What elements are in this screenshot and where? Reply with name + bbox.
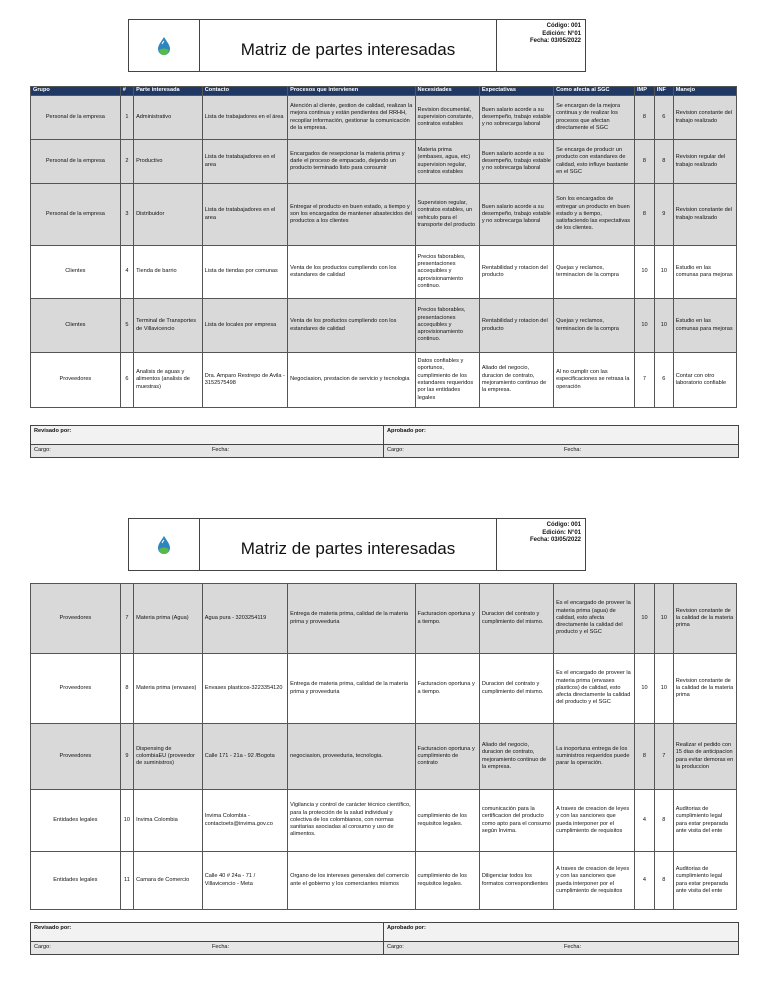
signature-block-page1 (30, 425, 739, 458)
cell-grupo: Entidades legales (31, 790, 121, 852)
cell-procesos: Entrega de materia prima, calidad de la materia prima y proveeduria (288, 654, 415, 724)
cell-expectativas: comunicación para la certificacion del producto como apto para el consumo según Invima. (479, 790, 553, 852)
cell-procesos: Entregar el producto en buen estado, a tiempo y son los encargados de mantener abastecidos del productos a los clientes (288, 184, 415, 246)
cell-inf: 10 (654, 246, 673, 299)
cell-expectativas: Buen salario acorde a su desempeño, trabajo estable y no sobrecarga laboral (479, 140, 553, 184)
cell-parte: Tienda de barrio (134, 246, 203, 299)
cell-procesos: Venta de los productos cumpliendo con los estandares de calidad (288, 246, 415, 299)
cell-necesidades: Datos confiables y oportunos, cumplimiento de los estandares requeridos por las entidades legales (415, 353, 479, 408)
table-row (31, 790, 737, 852)
cell-num: 7 (120, 584, 133, 654)
table-row (31, 184, 737, 246)
table-row (31, 654, 737, 724)
cell-contacto: Calle 171 - 21a - 92 /Bogota (202, 724, 287, 790)
cell-inf: 10 (654, 584, 673, 654)
doc-code: Código: 001 (546, 522, 581, 528)
cell-contacto: Lista de trabajadores en el área (202, 96, 287, 140)
cell-expectativas: Duracion del contrato y cumplimiento del mismo. (479, 584, 553, 654)
reviewed-by-label: Revisado por: (31, 923, 384, 941)
cell-contacto: Lista de locales por empresa (202, 299, 287, 353)
cell-parte: Analisis de aguas y alimentos (analisis de muestras) (134, 353, 203, 408)
table-row (31, 140, 737, 184)
cell-inf: 6 (654, 96, 673, 140)
cell-imp: 4 (634, 852, 654, 910)
company-logo (129, 519, 200, 570)
cell-imp: 8 (634, 184, 654, 246)
cell-parte: Materia prima (envases) (134, 654, 203, 724)
cell-afecta: Se encargan de la mejora continua y de realizar los procesos que afectan directamente el SGC (554, 96, 635, 140)
table-header-row (31, 87, 737, 96)
column-header: # (120, 87, 133, 96)
table-row (31, 724, 737, 790)
cell-manejo: Estudio en las comunas para mejoras (673, 246, 736, 299)
table-row (31, 246, 737, 299)
cell-procesos: Negociasion, prestacion de servicio y tecnologia (288, 353, 415, 408)
column-header: INF (654, 87, 673, 96)
cell-necesidades: Precios faborables, presentaciones accequibles y aprovisionamiento continuo. (415, 299, 479, 353)
cell-inf: 8 (654, 790, 673, 852)
cell-contacto: Invima Colombia - contactoets@invima.gov.co (202, 790, 287, 852)
cargo-label: Cargo: (387, 944, 404, 950)
doc-meta (497, 20, 585, 71)
cell-necesidades: cumplimiento de los requisitos legales. (415, 852, 479, 910)
cell-contacto: Calle 40 # 24a - 71 / Villavicencio - Meta (202, 852, 287, 910)
cell-necesidades: Precios faborables, presentaciones accequibles y aprovisionamiento continuo. (415, 246, 479, 299)
cargo-label: Cargo: (387, 447, 404, 453)
cell-imp: 10 (634, 584, 654, 654)
cell-parte: Terminal de Transportes de Villavicencio (134, 299, 203, 353)
cell-expectativas: Aliado del negocio, duracion de contrato, mejoramiento continuo de la empresa. (479, 724, 553, 790)
fecha-label: Fecha: (209, 942, 384, 954)
cell-num: 8 (120, 654, 133, 724)
cell-afecta: A traves de creacion de leyes y con las sanciones que pueda interponer por el cumplimiento de requisitos (554, 852, 635, 910)
cell-necesidades: Facturacion oportuna y a tiempo. (415, 584, 479, 654)
column-header: Necesidades (415, 87, 479, 96)
cell-expectativas: Diligenciar todos los formatos correspondientes (479, 852, 553, 910)
column-header: Manejo (673, 87, 736, 96)
cell-imp: 10 (634, 299, 654, 353)
cell-parte: Materia prima (Agua) (134, 584, 203, 654)
cargo-label: Cargo: (34, 944, 51, 950)
cell-imp: 10 (634, 654, 654, 724)
cell-parte: Administrativo (134, 96, 203, 140)
page-title: Matriz de partes interesadas (200, 20, 497, 71)
approved-by-label: Aprobado por: (387, 925, 426, 931)
cell-imp: 7 (634, 353, 654, 408)
cell-inf: 10 (654, 654, 673, 724)
cell-grupo: Proveedores (31, 724, 121, 790)
table-row (31, 96, 737, 140)
cell-inf: 8 (654, 852, 673, 910)
cell-procesos: Entrega de materia prima, calidad de la materia prima y proveeduria (288, 584, 415, 654)
cell-manejo: Revision regular del trabajo realizado (673, 140, 736, 184)
fecha-label: Fecha: (209, 445, 384, 457)
cell-procesos: Vigilancia y control de carácter técnico científico, para la protección de la salud individual y colectiva de los colombianos, con normas sanitarias asociadas al consumo y uso de alimentos. (288, 790, 415, 852)
cell-afecta: Se encarga de producir un producto con estandares de calidad, esto influye bastante en el SGC (554, 140, 635, 184)
doc-date: Fecha: 03/05/2022 (529, 537, 581, 543)
cell-imp: 8 (634, 724, 654, 790)
column-header: Grupo (31, 87, 121, 96)
cell-imp: 4 (634, 790, 654, 852)
water-drop-icon (153, 35, 175, 57)
column-header: Expectativas (479, 87, 553, 96)
cell-imp: 8 (634, 96, 654, 140)
company-logo (129, 20, 200, 71)
cell-expectativas: Aliado del negocio, duracion de contrato, mejoramiento continuo de la empresa. (479, 353, 553, 408)
cell-imp: 10 (634, 246, 654, 299)
doc-meta (497, 519, 585, 570)
stakeholder-table-page2 (30, 583, 737, 910)
cell-parte: Invima Colombia (134, 790, 203, 852)
cell-manejo: Auditorias de cumplimiento legal para estar preparada ante visita del ente (673, 852, 736, 910)
doc-date: Fecha: 03/05/2022 (529, 38, 581, 44)
cell-afecta: Quejas y reclamos, terminacion de la compra (554, 299, 635, 353)
cell-necesidades: Revision documental, supervision constante, contratos estables (415, 96, 479, 140)
cell-inf: 6 (654, 353, 673, 408)
cell-afecta: Quejas y reclamos, terminacion de la compra (554, 246, 635, 299)
cell-grupo: Personal de la empresa (31, 96, 121, 140)
cell-contacto: Lista de tratabajadores en el area (202, 184, 287, 246)
cell-grupo: Clientes (31, 299, 121, 353)
table-row (31, 353, 737, 408)
cell-inf: 7 (654, 724, 673, 790)
cell-expectativas: Rentabilidad y rotacion del producto (479, 246, 553, 299)
cell-grupo: Personal de la empresa (31, 140, 121, 184)
cell-grupo: Proveedores (31, 584, 121, 654)
cell-grupo: Proveedores (31, 353, 121, 408)
cell-parte: Camara de Comercio (134, 852, 203, 910)
cell-necesidades: Facturacion oportuna y a tiempo. (415, 654, 479, 724)
stakeholder-table-page1 (30, 86, 737, 408)
water-drop-icon (153, 534, 175, 556)
cell-procesos: Atención al cliente, gestion de calidad, realizan la mejora continua y están pendientes del RRHH, recopilar información, gestionar la comunicación de la empresa. (288, 96, 415, 140)
cell-afecta: A traves de creacion de leyes y con las sanciones que pueda interponer por el cumplimiento de requisitos (554, 790, 635, 852)
cell-manejo: Revision constante del trabajo realizado (673, 96, 736, 140)
cell-grupo: Proveedores (31, 654, 121, 724)
cell-inf: 10 (654, 299, 673, 353)
cell-manejo: Revision constante del trabajo realizado (673, 184, 736, 246)
cell-contacto: Envases plasticos-3223354120 (202, 654, 287, 724)
cell-procesos: negociasion, proveeduria, tecnologia. (288, 724, 415, 790)
column-header: Contacto (202, 87, 287, 96)
cell-necesidades: cumplimiento de los requisitos legales. (415, 790, 479, 852)
cell-grupo: Clientes (31, 246, 121, 299)
cell-expectativas: Buen salario acorde a su desempeño, trabajo estable y no sobrecarga laboral (479, 96, 553, 140)
cell-inf: 8 (654, 140, 673, 184)
cell-manejo: Contar con otro laboratorio confiable (673, 353, 736, 408)
cell-necesidades: Supervision regular, contratos estables, un vehiculo para el transporte del producto (415, 184, 479, 246)
page1-header (128, 19, 586, 72)
cell-afecta: Es el encargado de proveer la materia prima (envases plasticos) de calidad, esto afecta directamente la calidad del producto y el SGC (554, 654, 635, 724)
cell-num: 6 (120, 353, 133, 408)
cell-afecta: Es el encargado de proveer la materia prima (agua) de calidad, esto afecta directamente la calidad del producto y el SGC (554, 584, 635, 654)
cell-imp: 8 (634, 140, 654, 184)
page-title: Matriz de partes interesadas (200, 519, 497, 570)
cell-num: 1 (120, 96, 133, 140)
cell-contacto: Dra. Amparo Restrepo de Avila - 3152575498 (202, 353, 287, 408)
column-header: IMP (634, 87, 654, 96)
cell-manejo: Realizar el pedido con 15 dias de anticipacion para evitar demoras en la produccion (673, 724, 736, 790)
cell-manejo: Revision constante de la calidad de la materia prima (673, 584, 736, 654)
doc-edition: Edición: N°01 (542, 30, 581, 37)
cell-afecta: Al no cumplir con las especificaciones se retrasa la operación (554, 353, 635, 408)
cell-num: 3 (120, 184, 133, 246)
cell-inf: 9 (654, 184, 673, 246)
cell-procesos: Encargados de resepcionar la materia prima y darle el proceso de empacado, dejando un producto terminado listo para consumir (288, 140, 415, 184)
cell-grupo: Personal de la empresa (31, 184, 121, 246)
cell-expectativas: Duracion del contrato y cumplimiento del mismo. (479, 654, 553, 724)
approved-by-label: Aprobado por: (387, 428, 426, 434)
column-header: Como afecta al SGC (554, 87, 635, 96)
fecha-label: Fecha: (564, 447, 582, 453)
cell-num: 10 (120, 790, 133, 852)
signature-block-page2 (30, 922, 739, 955)
page2-header (128, 518, 586, 571)
cell-num: 4 (120, 246, 133, 299)
table-row (31, 299, 737, 353)
cell-num: 5 (120, 299, 133, 353)
cell-expectativas: Buen salario acorde a su desempeño, trabajo estable y no sobrecarga laboral (479, 184, 553, 246)
cell-contacto: Lista de tiendas por comunas (202, 246, 287, 299)
cell-necesidades: Facturacion oportuna y cumplimiento de contrato (415, 724, 479, 790)
cell-parte: Dispensing de colombiaEU (proveedor de suministros) (134, 724, 203, 790)
cell-parte: Distribuidor (134, 184, 203, 246)
cell-manejo: Auditorias de cumplimiento legal para estar preparada ante visita del ente (673, 790, 736, 852)
cell-procesos: Venta de los productos cumpliendo con los estandares de calidad (288, 299, 415, 353)
cell-contacto: Lista de tratabajadores en el area (202, 140, 287, 184)
table-row (31, 852, 737, 910)
cell-contacto: Agua pura - 3203254119 (202, 584, 287, 654)
cell-num: 9 (120, 724, 133, 790)
table-row (31, 584, 737, 654)
cell-manejo: Estudio en las comunas para mejoras (673, 299, 736, 353)
doc-code: Código: 001 (546, 23, 581, 29)
cell-procesos: Organo de los intereses generales del comercio ante el gobierno y los comerciantes mismos (288, 852, 415, 910)
doc-edition: Edición: N°01 (542, 529, 581, 536)
cell-parte: Productivo (134, 140, 203, 184)
cell-grupo: Entidades legales (31, 852, 121, 910)
cell-num: 2 (120, 140, 133, 184)
reviewed-by-label: Revisado por: (31, 426, 384, 444)
cargo-label: Cargo: (34, 447, 51, 453)
cell-afecta: La inoportuna entrega de los suministros requeridos puede parar la operación. (554, 724, 635, 790)
column-header: Parte interesada (134, 87, 203, 96)
cell-afecta: Son los encargados de entregar un producto en buen estado y a tiempo, satisfaciendo las espectativas de los clientes. (554, 184, 635, 246)
column-header: Procesos que intervienen (288, 87, 415, 96)
cell-necesidades: Materia prima (embases, agua, etc) supervision regular, contratos estables (415, 140, 479, 184)
fecha-label: Fecha: (564, 944, 582, 950)
cell-expectativas: Rentabilidad y rotacion del producto (479, 299, 553, 353)
cell-manejo: Revision constante de la calidad de la materia prima (673, 654, 736, 724)
cell-num: 11 (120, 852, 133, 910)
